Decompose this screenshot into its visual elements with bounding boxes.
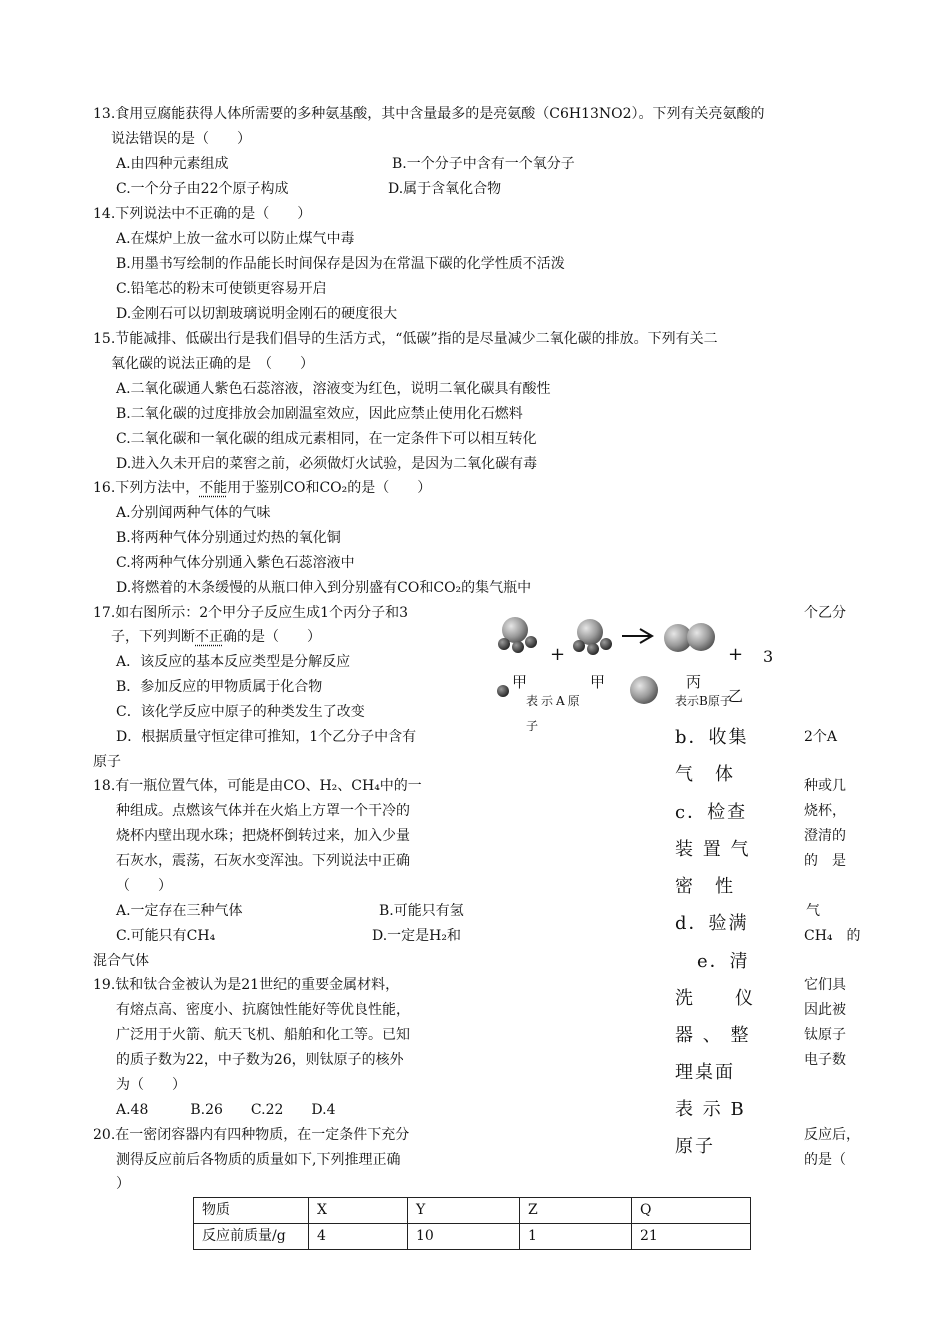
q15-option-c: C.二氧化碳和一氧化碳的组成元素相同，在一定条件下可以相互转化 — [116, 431, 537, 447]
q17-stem-line1-right: 个乙分 — [804, 605, 846, 621]
overlay-c2: 装 置 气 — [675, 839, 751, 860]
q16-option-b: B.将两种气体分别通过灼热的氧化铜 — [116, 530, 341, 546]
overlay-e5: 表 示 B — [675, 1099, 746, 1120]
q19-line1: 19.钛和钛合金被认为是21世纪的重要金属材料， — [93, 977, 400, 993]
molecule-bing — [664, 623, 715, 652]
overlay-e4: 理桌面 — [675, 1062, 735, 1083]
label-jia-2: 甲 — [590, 673, 606, 691]
q14-option-a: A.在煤炉上放一盆水可以防止煤气中毒 — [116, 231, 355, 247]
legend-atom-b-icon — [630, 676, 658, 704]
overlay-e2: 洗 仪 — [675, 988, 755, 1009]
q17-stem-emphasis: 不正 — [195, 629, 223, 645]
q18-line5: （ ） — [116, 878, 172, 894]
label-jia-1: 甲 — [512, 673, 528, 691]
overlay-e3: 器 、 整 — [675, 1025, 751, 1046]
q18-line1-right: 种或几 — [804, 778, 846, 794]
q19-line3: 广泛用于火箭、航天飞机、船舶和化工等。已知 — [116, 1027, 410, 1043]
legend-atom-a-icon — [497, 685, 509, 697]
legend-a-text: 表示A原 — [526, 694, 583, 708]
q16-option-d: D.将燃着的木条缓慢的从瓶口伸入到分别盛有CO和CO₂的集气瓶中 — [116, 580, 532, 596]
diagram-coefficient: 3 — [763, 647, 774, 666]
q13-option-d: D.属于含氧化合物 — [388, 181, 502, 197]
q15-option-b: B.二氧化碳的过度排放会加剧温室效应，因此应禁止使用化石燃料 — [116, 406, 523, 422]
overlay-b2: 气 体 — [675, 764, 735, 785]
q19-line1-right: 它们具 — [804, 977, 846, 993]
legend-a-text-2: 子 — [526, 719, 539, 733]
q17-option-d-right: 2个A — [804, 729, 838, 745]
overlay-e: e．清 — [697, 951, 750, 972]
q19-line4-right: 电子数 — [804, 1052, 846, 1068]
q16-stem-post: 用于鉴别CO和CO₂的是（ ） — [227, 480, 432, 496]
q19-line3-right: 钛原子 — [804, 1027, 846, 1043]
q18-line4: 石灰水，震荡，石灰水变浑浊。下列说法中正确 — [116, 853, 410, 869]
q18-line3: 烧杯内壁出现水珠；把烧杯倒转过来，加入少量 — [116, 828, 410, 844]
table-row — [194, 1224, 751, 1250]
q13-option-b: B.一个分子中含有一个氧分子 — [392, 156, 575, 172]
q18-line4-right: 的 是 — [804, 853, 846, 869]
table-cell: 10 — [408, 1224, 520, 1250]
q18-option-a: A.一定存在三种气体 — [116, 903, 243, 919]
q14-option-d: D.金刚石可以切割玻璃说明金刚石的硬度很大 — [116, 306, 398, 322]
q20-line2-right: 的是（ — [804, 1152, 846, 1168]
q16-stem-pre: 16.下列方法中， — [93, 480, 200, 496]
table-header-cell: Y — [408, 1198, 520, 1224]
q17-stem-line2 — [111, 625, 321, 650]
table-header-cell: 物质 — [194, 1198, 309, 1224]
legend-b-text: 表示B原子 — [675, 694, 732, 708]
q20-line3: ） — [116, 1176, 130, 1192]
q16-stem — [93, 476, 431, 501]
q18-line3-right: 澄清的 — [804, 828, 846, 844]
q20-line1: 20.在一密闭容器内有四种物质，在一定条件下充分 — [93, 1127, 410, 1143]
q18-line2: 种组成。点燃该气体并在火焰上方罩一个干冷的 — [116, 803, 410, 819]
q13-option-a: A.由四种元素组成 — [116, 156, 229, 172]
q19-line4: 的质子数为22，中子数为26，则钛原子的核外 — [116, 1052, 404, 1068]
q14-option-c: C.铅笔芯的粉末可使锁更容易开启 — [116, 281, 327, 297]
table-cell: 4 — [309, 1224, 408, 1250]
q16-option-c: C.将两种气体分别通入紫色石蕊溶液中 — [116, 555, 355, 571]
table-cell: 1 — [520, 1224, 632, 1250]
molecule-jia-2 — [573, 619, 612, 655]
overlay-e6: 原子 — [675, 1136, 715, 1157]
mass-table — [193, 1197, 751, 1250]
q18-option-b-right: 气 — [806, 903, 820, 919]
overlay-c: c．检查 — [675, 802, 748, 823]
q17-option-b: B．参加反应的甲物质属于化合物 — [116, 679, 323, 695]
q18-line1: 18.有一瓶位置气体，可能是由CO、H₂、CH₄中的一 — [93, 778, 422, 794]
q18-option-b: B.可能只有氢 — [379, 903, 464, 919]
q15-option-d: D.进入久未开启的菜窖之前，必须做灯火试验，是因为二氧化碳有毒 — [116, 456, 538, 472]
q17-option-d: D．根据质量守恒定律可推知，1个乙分子中含有 — [116, 729, 417, 745]
q16-option-a: A.分别闻两种气体的气味 — [116, 505, 271, 521]
q18-option-c: C.可能只有CH₄ — [116, 928, 216, 944]
q13-option-c: C.一个分子由22个原子构成 — [116, 181, 289, 197]
diagram-plus-2: + — [728, 644, 746, 665]
q13-stem-line2: 说法错误的是（ ） — [111, 131, 251, 147]
q14-option-b: B.用墨书写绘制的作品能长时间保存是因为在常温下碳的化学性质不活泼 — [116, 256, 565, 272]
table-header-cell: Z — [520, 1198, 632, 1224]
overlay-c3: 密 性 — [675, 876, 735, 897]
q20-line2: 测得反应前后各物质的质量如下,下列推理正确 — [116, 1152, 401, 1168]
overlay-b: b．收集 — [675, 727, 749, 748]
q16-stem-emphasis: 不能 — [199, 480, 228, 496]
q15-stem-line1: 15.节能减排、低碳出行是我们倡导的生活方式，“低碳”指的是尽量减少二氧化碳的排放。下列有关二 — [93, 331, 718, 347]
diagram-plus-1: + — [550, 644, 568, 665]
q19-line2: 有熔点高、密度小、抗腐蚀性能好等优良性能， — [116, 1002, 410, 1018]
table-header-cell: X — [309, 1198, 408, 1224]
q18-option-d-right: CH₄ 的 — [804, 928, 861, 944]
q14-stem: 14.下列说法中不正确的是（ ） — [93, 206, 312, 222]
q17-stem-pre: 子，下列判断 — [111, 629, 195, 645]
q15-option-a: A.二氧化碳通人紫色石蕊溶液，溶液变为红色，说明二氧化碳具有酸性 — [116, 381, 551, 397]
q17-option-a: A．该反应的基本反应类型是分解反应 — [116, 654, 351, 670]
q13-stem-line1: 13.食用豆腐能获得人体所需要的多种氨基酸，其中含量最多的是亮氨酸（C6H13NO2）。下列有关亮氨酸的 — [93, 106, 765, 122]
table-header-cell: Q — [632, 1198, 751, 1224]
table-cell: 21 — [632, 1224, 751, 1250]
q15-stem-line2: 氧化碳的说法正确的是 （ ） — [111, 356, 314, 372]
q20-line1-right: 反应后， — [804, 1127, 860, 1143]
q17-stem-line1: 17.如右图所示：2个甲分子反应生成1个丙分子和3 — [93, 605, 408, 621]
q19-options: A.48 B.26 C.22 D.4 — [116, 1102, 336, 1118]
q17-stem-post: 确的是（ ） — [223, 629, 321, 645]
q19-line5: 为（ ） — [116, 1077, 186, 1093]
label-yi: 乙 — [728, 687, 744, 705]
q18-line2-right: 烧杯， — [804, 803, 846, 819]
q17-option-d-line2: 原子 — [93, 754, 121, 770]
q19-line2-right: 因此被 — [804, 1002, 846, 1018]
molecule-jia-1 — [498, 617, 537, 653]
q18-option-d: D.一定是H₂和 — [372, 928, 461, 944]
arrow-icon — [622, 629, 652, 643]
overlay-d: d．验满 — [675, 913, 749, 934]
q17-option-c: C．该化学反应中原子的种类发生了改变 — [116, 704, 365, 720]
table-cell: 反应前质量/g — [194, 1224, 309, 1250]
label-bing: 丙 — [686, 673, 702, 691]
table-row — [194, 1198, 751, 1224]
q18-option-d-line2: 混合气体 — [93, 953, 149, 969]
